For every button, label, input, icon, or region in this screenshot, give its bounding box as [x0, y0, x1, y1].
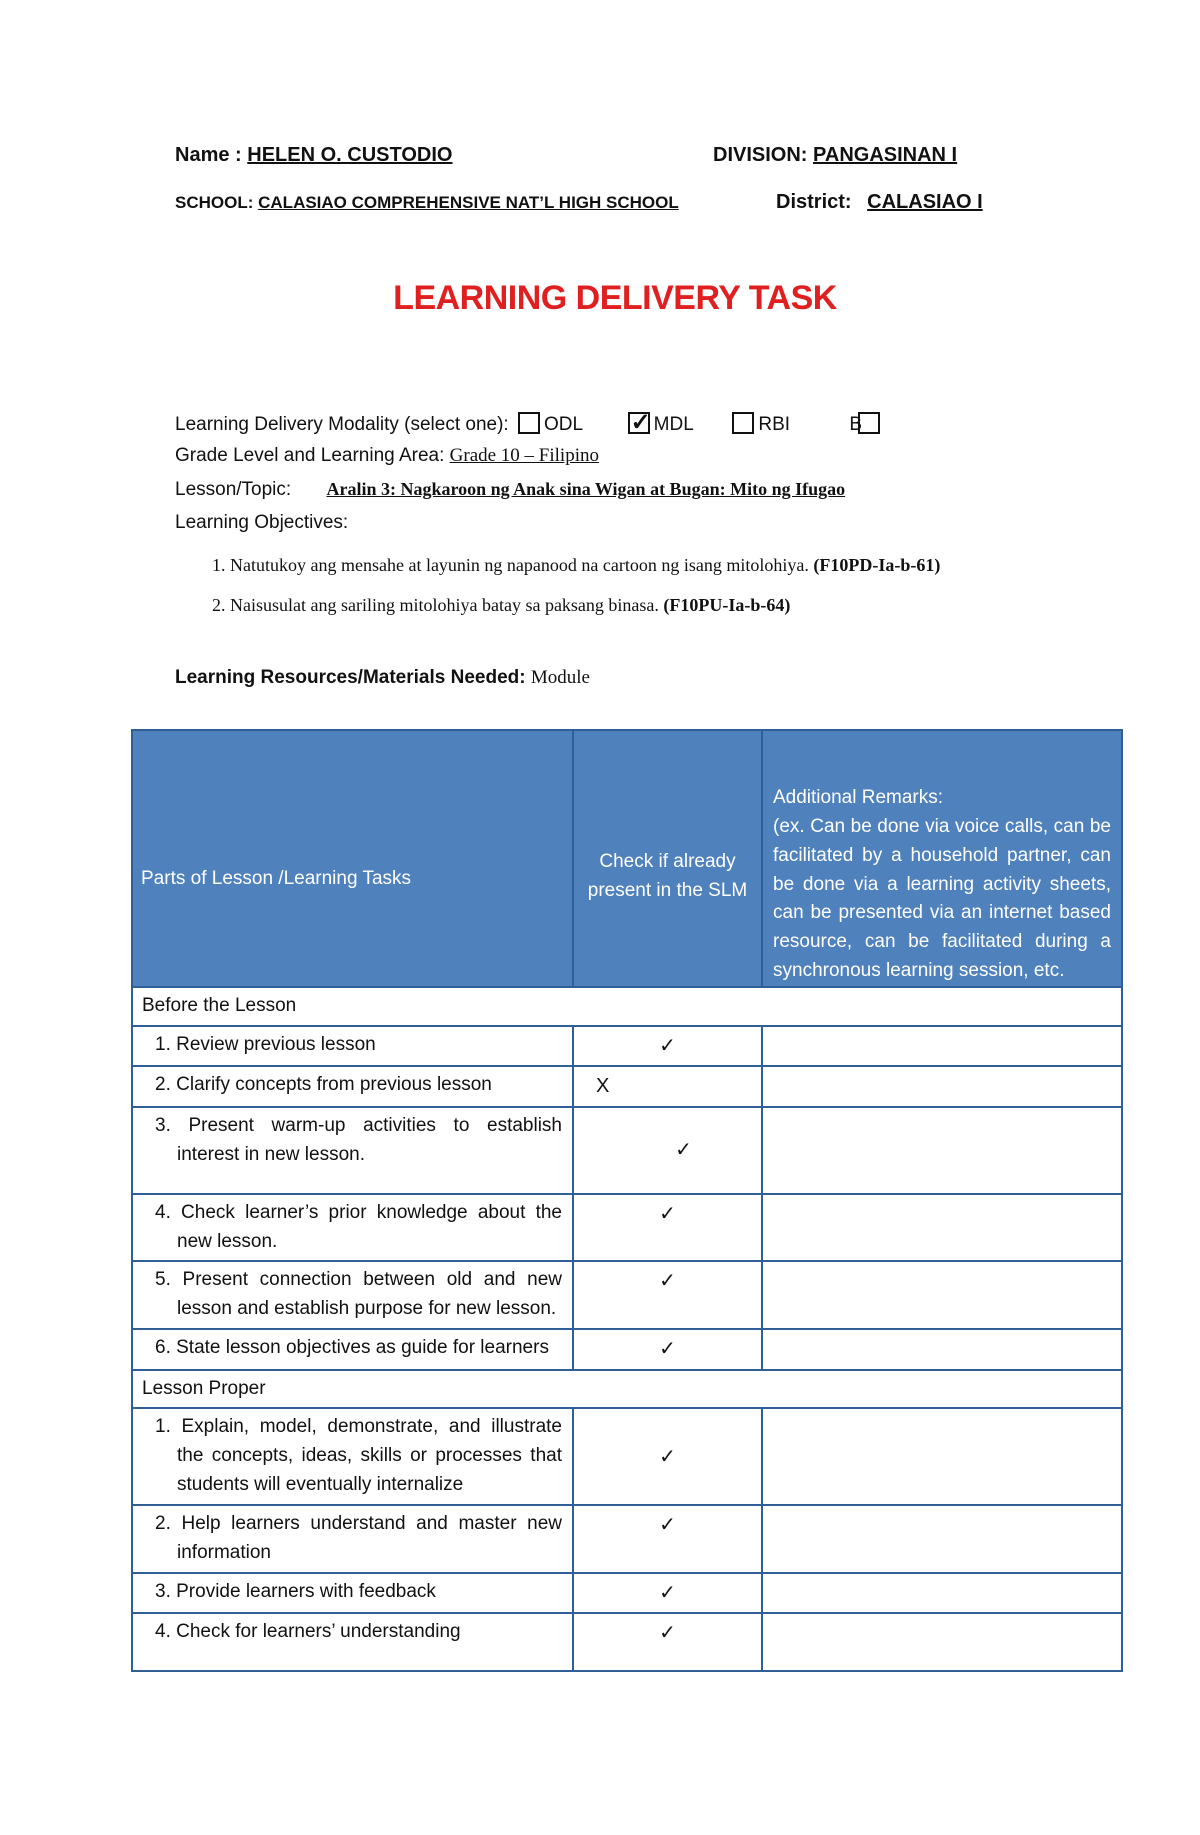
section-title: Lesson Proper — [132, 1370, 1122, 1409]
grade-label: Grade Level and Learning Area: — [175, 445, 445, 466]
remarks-cell[interactable] — [762, 1194, 1122, 1262]
table-row: 1. Review previous lesson ✓ — [132, 1026, 1122, 1066]
table-row: 3. Present warm-up activities to establish interest in new lesson. ✓ — [132, 1107, 1122, 1194]
remarks-cell[interactable] — [762, 1026, 1122, 1066]
modality-line — [175, 412, 884, 436]
division-value: PANGASINAN I — [813, 144, 958, 166]
mdl-checkbox[interactable] — [628, 412, 650, 434]
name-line — [175, 144, 452, 167]
section-row — [132, 987, 1122, 1026]
objective-item: 1. Natutukoy ang mensahe at layunin ng napanood na cartoon ng isang mitolohiya. (F10PD-Ia-b-61) — [212, 555, 941, 575]
grade-line — [175, 445, 599, 467]
section-title: Before the Lesson — [132, 987, 1122, 1026]
school-label: SCHOOL: — [175, 193, 254, 212]
objectives-label: Learning Objectives: — [175, 512, 349, 533]
remarks-cell[interactable] — [762, 1573, 1122, 1613]
district-line — [776, 191, 983, 214]
grade-value: Grade 10 – Filipino — [449, 445, 599, 466]
remarks-cell[interactable] — [762, 1066, 1122, 1106]
section-row — [132, 1370, 1122, 1409]
rbi-checkbox[interactable] — [732, 412, 754, 434]
b-checkbox[interactable] — [858, 412, 880, 434]
resources-label: Learning Resources/Materials Needed: — [175, 667, 526, 688]
table-row: 3. Provide learners with feedback ✓ — [132, 1573, 1122, 1613]
check-mark[interactable]: ✓ — [573, 1107, 762, 1194]
col-header-remarks: Additional Remarks: (ex. Can be done via voice calls, can be facilitated by a household partner, can be done via a learning activity sheets, can be presented via an internet based resource, can be facilitated during a synchronous learning session, etc. — [762, 730, 1122, 987]
check-mark[interactable]: ✓ — [573, 1408, 762, 1505]
check-mark[interactable]: ✓ — [573, 1613, 762, 1671]
col-header-check: Check if already present in the SLM — [573, 730, 762, 987]
table-row: 2. Clarify concepts from previous lesson X — [132, 1066, 1122, 1106]
check-mark[interactable]: ✓ — [573, 1329, 762, 1369]
odl-checkbox[interactable] — [518, 412, 540, 434]
lesson-label: Lesson/Topic: — [175, 479, 292, 500]
district-label: District: — [776, 191, 852, 213]
table-row: 4. Check learner’s prior knowledge about the new lesson. ✓ — [132, 1194, 1122, 1262]
table-row: 1. Explain, model, demonstrate, and illustrate the concepts, ideas, skills or processes that students will eventually internalize ✓ — [132, 1408, 1122, 1505]
remarks-cell[interactable] — [762, 1261, 1122, 1329]
modality-option-mdl[interactable]: ✓ MDL — [628, 414, 699, 435]
lesson-value: Aralin 3: Nagkaroon ng Anak sina Wigan at Bugan: Mito ng Ifugao — [326, 479, 846, 499]
resources-value: Module — [530, 667, 590, 688]
table-row: 4. Check for learners’ understanding ✓ — [132, 1613, 1122, 1671]
school-line — [175, 193, 679, 213]
modality-label: Learning Delivery Modality (select one): — [175, 414, 509, 435]
check-mark[interactable]: ✓ — [573, 1026, 762, 1066]
name-value: HELEN O. CUSTODIO — [247, 144, 453, 166]
check-mark[interactable]: ✓ — [573, 1505, 762, 1573]
table-row: 6. State lesson objectives as guide for learners ✓ — [132, 1329, 1122, 1369]
remarks-cell[interactable] — [762, 1107, 1122, 1194]
check-mark[interactable]: ✓ — [573, 1573, 762, 1613]
remarks-cell[interactable] — [762, 1505, 1122, 1573]
remarks-cell[interactable] — [762, 1613, 1122, 1671]
objective-item: 2. Naisusulat ang sariling mitolohiya batay sa paksang binasa. (F10PU-Ia-b-64) — [212, 595, 791, 615]
remarks-cell[interactable] — [762, 1408, 1122, 1505]
check-mark[interactable]: ✓ — [573, 1194, 762, 1262]
name-label: Name : — [175, 144, 242, 166]
lesson-line — [175, 479, 845, 501]
modality-option-odl[interactable]: ODL — [518, 414, 588, 435]
check-mark[interactable]: X — [573, 1066, 762, 1106]
table-row: 5. Present connection between old and new lesson and establish purpose for new lesson. ✓ — [132, 1261, 1122, 1329]
col-header-tasks: Parts of Lesson /Learning Tasks — [132, 730, 573, 987]
modality-option-rbi[interactable]: RBI — [732, 414, 795, 435]
lesson-tasks-table — [131, 729, 1123, 1672]
check-mark[interactable]: ✓ — [573, 1261, 762, 1329]
division-label: DIVISION: — [713, 144, 808, 166]
table-header-row — [132, 730, 1122, 987]
district-value: CALASIAO I — [867, 191, 983, 213]
modality-option-b[interactable]: B — [849, 414, 884, 435]
table-row: 2. Help learners understand and master new information ✓ — [132, 1505, 1122, 1573]
division-line — [713, 144, 957, 167]
remarks-cell[interactable] — [762, 1329, 1122, 1369]
school-value: CALASIAO COMPREHENSIVE NAT’L HIGH SCHOOL — [258, 193, 679, 212]
page-title: LEARNING DELIVERY TASK — [393, 279, 837, 317]
resources-line — [175, 667, 590, 689]
